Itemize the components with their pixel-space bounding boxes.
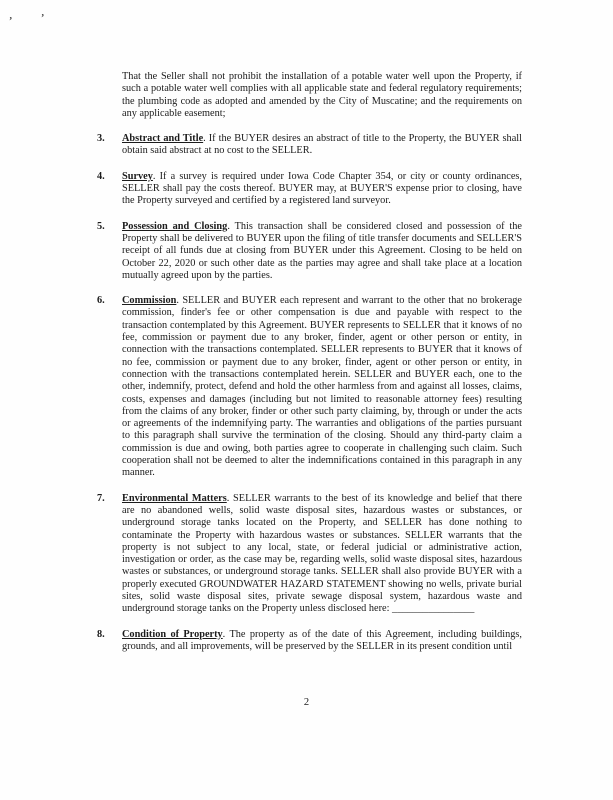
numbered-paragraph-6 — [97, 295, 522, 479]
paragraph-text: . The property as of the date of this Agreement, including buildings, grounds, and all improvements, will be preserved by the SELLER in its present condition until — [122, 628, 523, 652]
paragraph-heading: Possession and Closing — [122, 220, 228, 232]
paragraph-text: . This transaction shall be considered closed and possession of the Property shall be delivered to BUYER upon the filing of title transfer documents and SELLER'S receipt of all funds due at closing from BUYER under this Agreement. Closing to be held on October 22, 2020 or such other date as the parties may agree and shall take place at a location mutually agreed upon by the parties. — [122, 220, 523, 281]
scan-artifact: ’ — [9, 16, 13, 27]
numbered-paragraph-5 — [97, 221, 522, 282]
page-number: 2 — [303, 697, 310, 708]
item-number: 5. — [97, 220, 105, 232]
numbered-paragraph-8 — [97, 629, 522, 654]
paragraph-heading: Survey — [122, 170, 153, 182]
numbered-paragraph-3 — [97, 133, 522, 158]
paragraph-text: . If a survey is required under Iowa Code Chapter 354, or city or county ordinances, SELLER shall pay the costs thereof. BUYER may, at BUYER'S expense prior to closing, have the Property surveyed and certified by a registered land surveyor. — [122, 170, 522, 207]
numbered-paragraph-4 — [97, 171, 522, 208]
paragraph-continuation — [122, 71, 522, 120]
paragraph-heading: Environmental Matters — [122, 492, 227, 504]
item-number: 4. — [97, 170, 105, 182]
paragraph-text: . SELLER and BUYER each represent and warrant to the other that no brokerage commission, finder's fee or other compensation is due and payable with respect to the transaction contemplated by this Agreement. BUYER represents to SELLER that it knows of no fee, commission or payment due to any broker, finder, agent or other person or entity, in connection with the transactions contemplated. SELLER represents to BUYER that it knows of no fee, commission or payment due to any broker, finder, agent or other person or entity, in connection with the transactions contemplated herein. SELLER and BUYER each, one to the other, indemnify, protect, defend and hold the other harmless from and against all losses, claims, costs, expenses and damages (including but not limited to reasonable attorney fees) resulting from the claims of any broker, finder or other such party claiming, by, through or under the acts or agreements of the indemnifying party. The warranties and obligations of the parties pursuant to this paragraph shall survive the termination of the closing. Should any third-party claim a commission is due and owing, both parties agree to cooperate in challenging such claim. Such cooperation shall not be deemed to alter the indemnifications contained in this paragraph in any manner. — [122, 295, 522, 479]
item-number: 7. — [97, 492, 105, 504]
item-number: 8. — [97, 628, 105, 640]
paragraph-heading: Commission — [122, 295, 177, 307]
item-number: 6. — [97, 295, 105, 307]
document-body — [97, 71, 522, 666]
paragraph-heading: Condition of Property — [122, 628, 223, 640]
paragraph-text: That the Seller shall not prohibit the installation of a potable water well upon the Property, if such a potable water well complies with all applicable state and federal regulatory requirements; the plumbing code as adopted and amended by the City of Muscatine; and the requirements on any applicable easement; — [122, 71, 522, 119]
numbered-paragraph-7 — [97, 493, 522, 616]
paragraph-heading: Abstract and Title — [122, 133, 204, 145]
paragraph-text: . If the BUYER desires an abstract of title to the Property, the BUYER shall obtain said abstract at no cost to the SELLER. — [122, 133, 522, 157]
paragraph-text: . SELLER warrants to the best of its knowledge and belief that there are no abandoned wells, solid waste disposal sites, hazardous wastes or substances, or underground storage tanks located on the Property, and SELLER has done nothing to contaminate the Property with hazardous wastes or substances. SELLER warrants that the property is not subject to any local, state, or federal judicial or administrative action, investigation or order, as the case may be, regarding wells, solid waste disposal sites, hazardous wastes or substances, or underground storage tanks. SELLER shall also provide BUYER with a properly executed GROUNDWATER HAZARD STATEMENT showing no wells, private burial sites, solid waste disposal sites, private sewage disposal system, hazardous waste and underground storage tanks on the Property unless disclosed here: ________________ — [122, 492, 523, 615]
item-number: 3. — [97, 133, 105, 145]
scan-artifact: ’ — [41, 13, 45, 24]
